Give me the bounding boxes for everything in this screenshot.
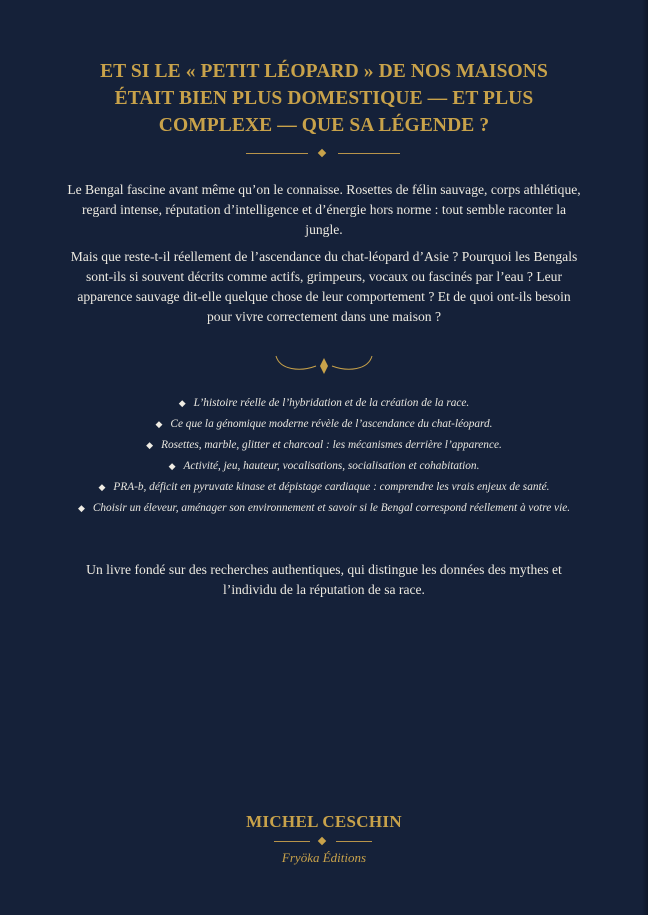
publisher-name: Fryöka Éditions	[281, 850, 367, 865]
divider-line-left	[246, 153, 308, 154]
author-divider	[0, 836, 648, 848]
intro-paragraph-1: Le Bengal fascine avant même qu’on le connaisse. Rosettes de félin sauvage, corps athlétique, regard intense, réputation d’intelligence et d’énergie hors norme : tout semble raconter la jungle.	[67, 182, 581, 237]
headline-line-1: ET SI LE « PETIT LÉOPARD » DE NOS MAISONS	[100, 61, 548, 82]
diamond-icon	[318, 837, 326, 845]
author-name: MICHEL CESCHIN	[246, 812, 402, 831]
list-item-text: Choisir un éleveur, aménager son environnement et savoir si le Bengal correspond réellement à votre vie.	[92, 502, 571, 514]
headline-line-2: ÉTAIT BIEN PLUS DOMESTIQUE — ET PLUS	[114, 88, 534, 109]
feature-list	[70, 394, 578, 520]
diamond-bullet-icon: ◆	[155, 419, 163, 429]
list-item-text: PRA-b, déficit en pyruvate kinase et dépistage cardiaque : comprendre les vrais enjeux de santé.	[113, 481, 550, 493]
divider-line-right	[336, 841, 372, 842]
diamond-bullet-icon: ◆	[168, 461, 176, 471]
list-item	[70, 394, 578, 412]
flourish-ornament-icon	[270, 352, 378, 380]
list-item-text: Ce que la génomique moderne révèle de l’ascendance du chat-léopard.	[170, 418, 493, 430]
list-item	[70, 478, 578, 496]
divider-line-left	[274, 841, 310, 842]
list-item	[70, 436, 578, 454]
title-divider	[0, 148, 648, 160]
diamond-bullet-icon: ◆	[77, 503, 85, 513]
list-item-text: Rosettes, marble, glitter et charcoal : les mécanismes derrière l’apparence.	[161, 439, 502, 451]
diamond-icon	[318, 149, 326, 157]
list-item-text: Activité, jeu, hauteur, vocalisations, socialisation et cohabitation.	[183, 460, 480, 472]
intro-paragraph-2: Mais que reste-t-il réellement de l’ascendance du chat-léopard d’Asie ? Pourquoi les Bengals sont-ils si souvent décrits comme actifs, grimpeurs, vocaux ou fascinés par l’eau ? Leur apparence sauvage dit-elle quelque chose de leur comportement ? Et de quoi ont-ils besoin pour vivre correctement dans une maison ?	[70, 249, 578, 324]
diamond-bullet-icon: ◆	[146, 440, 154, 450]
page-edge-shadow	[642, 0, 648, 915]
diamond-bullet-icon: ◆	[178, 398, 186, 408]
list-item	[70, 415, 578, 433]
diamond-bullet-icon: ◆	[98, 482, 106, 492]
headline-line-3: COMPLEXE — QUE SA LÉGENDE ?	[158, 115, 490, 136]
divider-line-right	[338, 153, 400, 154]
closing-paragraph: Un livre fondé sur des recherches authentiques, qui distingue les données des mythes et l’individu de la réputation de sa race.	[86, 562, 562, 597]
list-item-text: L’histoire réelle de l’hybridation et de la création de la race.	[193, 397, 470, 409]
list-item	[70, 499, 578, 517]
list-item	[70, 457, 578, 475]
headline	[40, 58, 608, 139]
